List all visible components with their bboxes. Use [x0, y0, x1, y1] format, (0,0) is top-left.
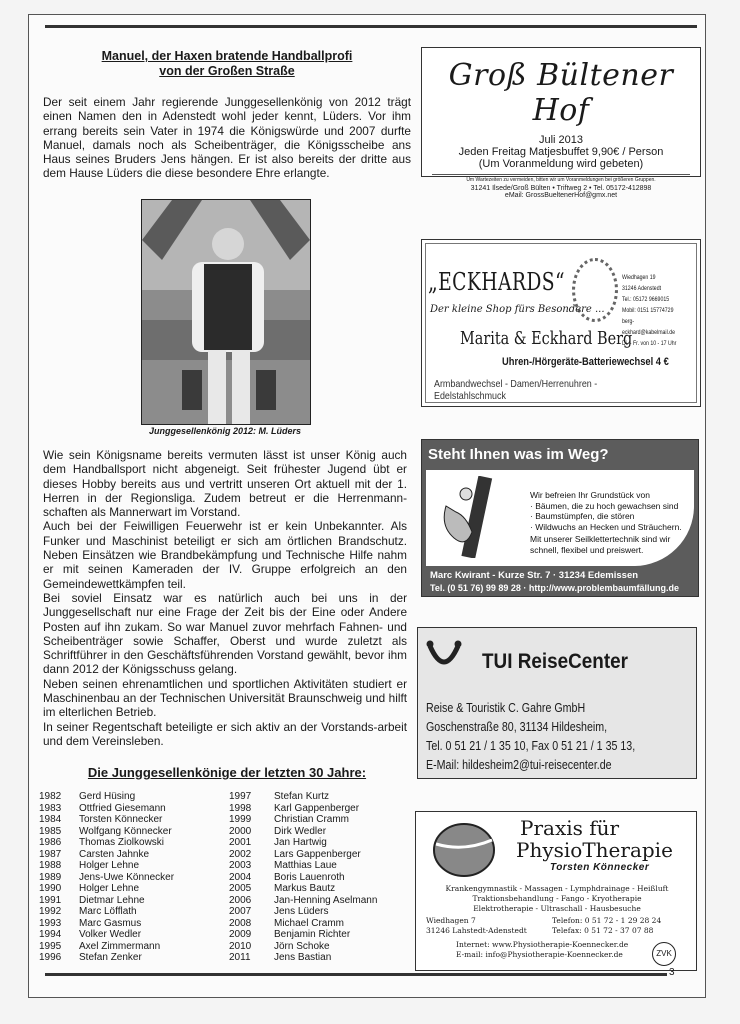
king-name: Karl Gappenberger [274, 802, 360, 814]
service-line: Wir befreien Ihr Grundstück von [530, 490, 650, 500]
kings-row [39, 814, 424, 826]
king-year: 2009 [229, 929, 252, 940]
king-name: Stefan Zenker [79, 952, 142, 963]
contact-line: 31246 Adenstedt [622, 285, 662, 292]
king-name: Jens Bastian [274, 952, 332, 963]
tui-brand: TUI ReiseCenter [482, 650, 628, 673]
service-line: · Baumstümpfen, die stören [530, 511, 635, 521]
article-body [43, 448, 407, 748]
service-line: · Wildwuchs an Hecken und Sträuchern. [530, 521, 682, 532]
paragraph: Auch bei der Feiwilligen Feuerwehr ist er kein Unbekannter. Als Funker und Maschinist beteiligt er sich am örtlichen Brandschutz. Neben Einsätzen wie Brandbekämpfung und Technische Hilfe nahm er mit seinen Kameraden der IV. Gruppe erfolgreich an den Gemeindewettkämpfen teil. [43, 519, 407, 591]
king-year: 1996 [39, 952, 62, 963]
king-photo [141, 199, 311, 425]
kings-row [39, 826, 424, 838]
eckhards-products: Armbandwechsel - Damen/Herrenuhren - Edelstahlschmuck [434, 378, 598, 402]
zvk-seal: ZVK [652, 942, 676, 966]
king-year: 2000 [229, 825, 252, 837]
king-year: 1999 [229, 814, 252, 825]
physio-web [456, 940, 628, 960]
phone-line: Telefon: 0 51 72 - 1 29 28 24 [552, 916, 662, 925]
eckhards-name: „ECKHARDS“ [428, 268, 565, 296]
eckhards-contact [622, 272, 684, 349]
king-year: 1988 [39, 860, 62, 871]
ad-gross-bueltener-hof [421, 47, 701, 199]
kings-row [39, 837, 424, 849]
king-name: Carsten Jahnke [79, 848, 150, 860]
tui-line: Tel. 0 51 21 / 1 35 10, Fax 0 51 21 / 1 35 13, [426, 738, 636, 753]
contact-line: Mobil: 0151 15774729 [622, 307, 674, 314]
king-name: Holger Lehne [79, 883, 140, 894]
email-line: E-mail: info@Physiotherapie-Koennecker.de [456, 950, 623, 959]
contact-line: Tel.: 05172 9669015 [622, 296, 670, 303]
bottom-rule [45, 973, 667, 976]
king-year: 2010 [229, 940, 252, 952]
service-line: · Bäumen, die zu hoch gewachsen sind [530, 500, 679, 511]
king-year: 2011 [229, 952, 251, 963]
king-name: Holger Lehne [79, 860, 140, 871]
title-line-2: von der Großen Straße [159, 64, 295, 78]
newsletter-page [28, 14, 706, 998]
king-name: Thomas Ziolkowski [79, 837, 165, 848]
king-year: 1983 [39, 802, 62, 814]
article-title [43, 49, 411, 79]
kings-row [39, 918, 424, 930]
kings-row [39, 941, 424, 953]
kwirant-services [530, 490, 682, 532]
hof-email: eMail: GrossBueltenerHof@gmx.net [504, 192, 618, 199]
king-year: 1992 [39, 906, 62, 917]
service-line: Traktionsbehandlung - Fango - Kryotherapie [472, 894, 642, 903]
king-name: Ottfried Giesemann [79, 802, 166, 814]
ad-tui [417, 627, 697, 779]
king-year: 2007 [229, 906, 252, 917]
king-name: Dietmar Lehne [79, 894, 145, 906]
king-year: 2003 [229, 860, 252, 871]
hof-note: (Um Voranmeldung wird gebeten) [478, 158, 644, 170]
king-year: 1993 [39, 917, 62, 929]
contact-line: berg-eckhard@kabelmail.de [622, 318, 675, 336]
intro-paragraph: Der seit einem Jahr regierende Junggesellenkönig von 2012 trägt einen Namen den in Adenstedt wohl jeder kennt, Lüders. Vor ihm errang bereits sein Vater in 1974 die Königswürde und 2007 durfte Manuel, damals noch als Scheibenträger, die Königsscheibe ans Haus seines Bruders Jens hängen. Er ist also bereits der dritte aus dem Hause Lüders die diese besondere Ehre erlangte. [43, 95, 411, 181]
kwirant-claim [530, 534, 670, 555]
kwirant-address: Marc Kwirant - Kurze Str. 7 · 31234 Edemissen [430, 570, 639, 581]
king-name: Jens-Uwe Könnecker [79, 871, 175, 883]
tui-line: E-Mail: hildesheim2@tui-reisecenter.de [426, 757, 612, 772]
kings-row [39, 883, 424, 895]
king-year: 1987 [39, 848, 62, 860]
physio-address [426, 916, 527, 936]
kings-row [39, 906, 424, 918]
king-name: Gerd Hüsing [79, 791, 136, 802]
kwirant-content [426, 470, 694, 566]
contact-line: Wiedhagen 19 [622, 274, 656, 281]
article-header [43, 49, 411, 181]
claim-line: Mit unserer Seilklettertechnik sind wir [530, 534, 671, 544]
king-year: 1982 [39, 791, 62, 802]
kings-list-title: Die Junggesellenkönige der letzten 30 Jahre: [87, 765, 367, 780]
paragraph: In seiner Regentschaft beteiligte er sich aktiv an der Vorstands-arbeit und dem Vereinsleben. [43, 719, 407, 748]
king-name: Matthias Laue [274, 860, 337, 871]
hof-month: Juli 2013 [538, 134, 584, 146]
kwirant-headline: Steht Ihnen was im Weg? [428, 446, 609, 463]
address-line: 31246 Lahstedt-Adenstedt [426, 926, 527, 935]
king-year: 2001 [229, 837, 252, 848]
kings-list [39, 791, 424, 964]
king-name: Jens Lüders [274, 906, 329, 917]
service-line: Elektrotherapie - Ultraschall - Hausbesuche [473, 904, 641, 913]
tui-line: Goschenstraße 80, 31134 Hildesheim, [426, 719, 608, 734]
king-year: 2008 [229, 917, 252, 929]
claim-line: schnell, flexibel und preiswert. [530, 544, 644, 555]
hof-small-print: Um Wartezeiten zu vermeiden, bitten wir um Voranmeldungen bei größeren Gruppen. [466, 177, 656, 183]
king-year: 1991 [39, 894, 62, 906]
king-year: 1985 [39, 825, 62, 837]
king-name: Benjamin Richter [274, 929, 351, 940]
web-line: Internet: www.Physiotherapie-Koennecker.de [456, 940, 629, 949]
eckhards-tagline: Der kleine Shop fürs Besondere ... [430, 304, 605, 315]
king-year: 1990 [39, 883, 62, 894]
physio-title-2: PhysioTherapie [516, 838, 673, 862]
hof-offer: Jeden Freitag Matjesbuffet 9,90€ / Person [458, 146, 664, 158]
kings-row [39, 791, 424, 803]
king-year: 2005 [229, 883, 252, 894]
king-name: Jan Hartwig [274, 837, 327, 848]
therapy-ball-icon [432, 822, 496, 878]
king-name: Wolfgang Könnecker [79, 825, 172, 837]
king-name: Jan-Henning Aselmann [274, 894, 378, 906]
king-year: 2004 [229, 871, 252, 883]
hof-address: 31241 Ilsede/Groß Bülten • Triftweg 2 • Tel. 05172-412898 [470, 185, 652, 192]
king-name: Marc Gasmus [79, 917, 142, 929]
hof-logo: Groß Bültener Hof [448, 58, 674, 128]
king-name: Dirk Wedler [274, 825, 327, 837]
king-name: Torsten Könnecker [79, 814, 163, 825]
ad-eckhards [421, 239, 701, 407]
eckhards-owner: Marita & Eckhard Berg [460, 328, 633, 349]
king-year: 1998 [229, 802, 252, 814]
king-name: Michael Cramm [274, 917, 345, 929]
top-rule [45, 25, 697, 28]
address-line: Wiedhagen 7 [426, 916, 476, 925]
paragraph: Wie sein Königsname bereits vermuten lässt ist unser König auch dem Handballsport nicht abgeneigt. Seit frühester Jugend übt er dieses Hobby bereits aus und vertritt unseren Ort aktuell mit der 1. Herren in der Regionsliga. Zudem betreut er die Herrenmann-schaften als Mannerwart im Vorstand. [43, 448, 407, 520]
king-name: Stefan Kurtz [274, 791, 330, 802]
tui-line: Reise & Touristik C. Gahre GmbH [426, 700, 586, 715]
paragraph: Bei soviel Einsatz war es natürlich auch bei uns in der Junggesellschaft nur eine Frage der Zeit bis der Eine oder Andere Posten auf ihn zukam. So war Manuel zuvor mehrfach Fahnen- und Scheibenträger sowie Schaffer, Oberst und wurde zuletzt als Schriftführer in den Geschäftsführenden Vorstand gewählt, bevor ihm dann 2012 der Königsschuss gelang. [43, 590, 407, 677]
kwirant-phone: Tel. (0 51 76) 99 89 28 · http://www.problembaumfällung.de [430, 583, 680, 593]
climber-icon [436, 476, 500, 558]
tui-logo-icon [426, 638, 462, 678]
king-year: 1984 [39, 814, 62, 825]
king-name: Jörn Schoke [274, 940, 330, 952]
king-name: Axel Zimmermann [79, 940, 161, 952]
photo-caption: Junggesellenkönig 2012: M. Lüders [148, 426, 302, 436]
tui-contact [426, 698, 635, 774]
kings-row [39, 872, 424, 884]
kings-row [39, 952, 424, 964]
king-name: Volker Wedler [79, 929, 142, 940]
page-number: 3 [669, 967, 675, 978]
ad-kwirant [421, 439, 699, 597]
paragraph: Neben seinen ehrenamtlichen und sportlichen Aktivitäten studiert er Maschinenbau an der Technischen Universität Braunschweig und hilft im elterlichen Betrieb. [43, 676, 407, 720]
divider [432, 174, 690, 175]
king-year: 1994 [39, 929, 62, 940]
kings-row [39, 849, 424, 861]
kings-row [39, 860, 424, 872]
king-year: 2006 [229, 894, 252, 906]
service-line: Krankengymnastik - Massagen - Lymphdrainage - Heißluft [445, 884, 669, 893]
physio-services [426, 884, 688, 914]
king-name: Christian Cramm [274, 814, 350, 825]
title-line-1: Manuel, der Haxen bratende Handballprofi [101, 49, 353, 63]
kings-row [39, 929, 424, 941]
king-year: 1995 [39, 940, 62, 952]
physio-phone [552, 916, 661, 936]
king-year: 1997 [229, 791, 252, 802]
fax-line: Telefax: 0 51 72 - 37 07 88 [552, 926, 654, 935]
ad-physiotherapie [415, 811, 697, 971]
king-name: Boris Lauenroth [274, 871, 345, 883]
physio-title-1: Praxis für [520, 816, 620, 840]
king-year: 1989 [39, 871, 62, 883]
kings-row [39, 803, 424, 815]
king-year: 2002 [229, 848, 252, 860]
king-name: Lars Gappenberger [274, 848, 361, 860]
physio-owner: Torsten Könnecker [550, 862, 650, 873]
contact-line: Di. - Fr. von 10 - 17 Uhr [622, 340, 677, 347]
king-year: 1986 [39, 837, 62, 848]
eckhards-service: Uhren-/Hörgeräte-Batteriewechsel 4 € [502, 356, 669, 368]
kings-row [39, 895, 424, 907]
king-name: Markus Bautz [274, 883, 336, 894]
king-name: Marc Löfflath [79, 906, 137, 917]
